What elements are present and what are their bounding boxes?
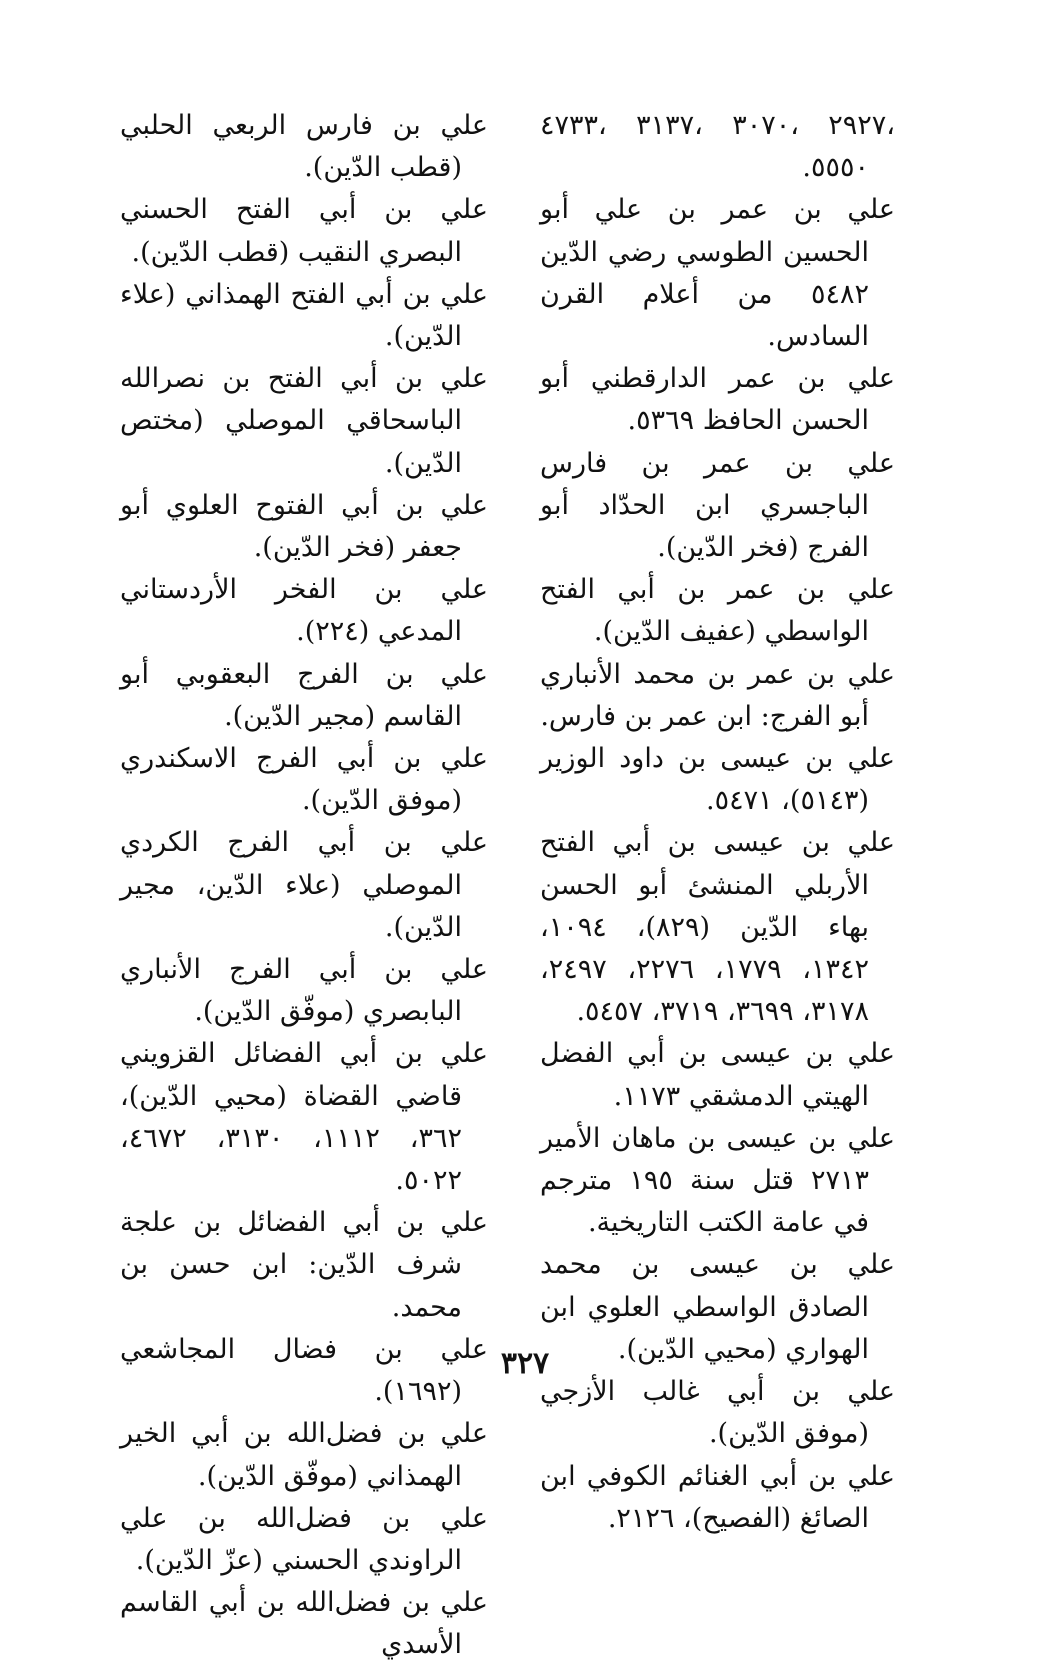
index-entry: علي بن أبي الفتح الهمذاني (علاء الدّين). [120,278,488,353]
index-entry: علي بن عمر الدارقطني أبو الحسن الحافظ ٥٣٦٩. [540,363,895,437]
index-entry: علي بن أبي الفضائل القزويني قاضي القضاة (محيي الدّين)، ٣٦٢، ١١١٢، ٣١٣٠، ٤٦٧٢، ٥٠٢٢. [120,1038,488,1197]
index-entry: علي بن عيسى بن داود الوزير (٥١٤٣)، ٥٤٧١. [540,743,895,817]
index-column-left [120,105,488,1667]
index-entry: علي بن عمر بن علي أبو الحسين الطوسي رضي الدّين ٥٤٨٢ من أعلام القرن السادس. [540,194,895,353]
index-entry: علي بن عيسى بن ماهان الأمير ٢٧١٣ قتل سنة ١٩٥ مترجم في عامة الكتب التاريخية. [540,1122,895,1239]
index-entry: علي بن عيسى بن محمد الصادق الواسطي العلوي ابن الهواري (محيي الدّين). [540,1249,895,1365]
index-entry: علي بن الفرج البعقوبي أبو القاسم (مجير الدّين). [120,658,488,732]
index-entry: علي بن عمر بن محمد الأنباري أبو الفرج: ابن عمر بن فارس. [540,658,895,732]
index-entry: علي بن عيسى بن أبي الفضل الهيتي الدمشقي ١١٧٣. [540,1038,895,1112]
index-entry: علي بن فضال المجاشعي (١٦٩٢). [120,1333,488,1408]
index-entry: علي بن الفخر الأردستاني المدعي (٢٢٤). [120,574,488,648]
index-entry: علي بن فضل‌الله بن أبي الخير الهمذاني (موفّق الدّين). [120,1418,488,1492]
page-number: ٣٢٧ [500,1346,550,1381]
index-entry: علي بن فارس الربعي الحلبي (قطب الدّين). [120,110,488,184]
index-entry: علي بن أبي الفتوح العلوي أبو جعفر (فخر الدّين). [120,489,488,564]
index-entry: علي بن أبي الفتح الحسني البصري النقيب (قطب الدّين). [120,194,488,268]
index-entry: علي بن عمر بن فارس الباجسري ابن الحدّاد أبو الفرج (فخر الدّين). [540,447,895,564]
index-column-right [540,105,895,1540]
index-entry: علي بن عيسى بن أبي الفتح الأربلي المنشئ أبو الحسن بهاء الدّين (٨٢٩)، ١٠٩٤، ١٣٤٢، ١٧٧٩، ٢٢٧٦، ٢٤٩٧، ٣١٧٨، ٣٦٩٩، ٣٧١٩، ٥٤٥٧. [540,827,895,1028]
index-entry: علي بن أبي الغنائم الكوفي ابن الصائغ (الفصيح)، ٢١٢٦. [540,1460,895,1534]
index-entry: علي بن أبي الفرج الاسكندري (موفق الدّين). [120,743,488,817]
index-entry: علي بن فضل‌الله بن أبي القاسم الأسدي [120,1587,488,1661]
index-entry: علي بن أبي غالب الأزجي (موفق الدّين). [540,1376,895,1450]
index-entry: ،٢٩٢٧ ،٣٠٧٠ ،٣١٣٧ ،٤٧٣٣ ٥٥٥٠. [540,110,896,184]
index-entry: علي بن أبي الفتح بن نصرالله الباسحاقي الموصلي (مختص الدّين). [120,363,488,479]
index-entry: علي بن أبي الفضائل بن علجة شرف الدّين: ابن حسن بن محمد. [120,1207,488,1323]
index-entry: علي بن فضل‌الله بن علي الراوندي الحسني (عزّ الدّين). [120,1502,488,1576]
index-entry: علي بن عمر بن أبي الفتح الواسطي (عفيف الدّين). [540,574,895,648]
index-entry: علي بن أبي الفرج الأنباري البابصري (موفّق الدّين). [120,954,488,1028]
index-entry: علي بن أبي الفرج الكردي الموصلي (علاء الدّين، مجير الدّين). [120,827,488,943]
